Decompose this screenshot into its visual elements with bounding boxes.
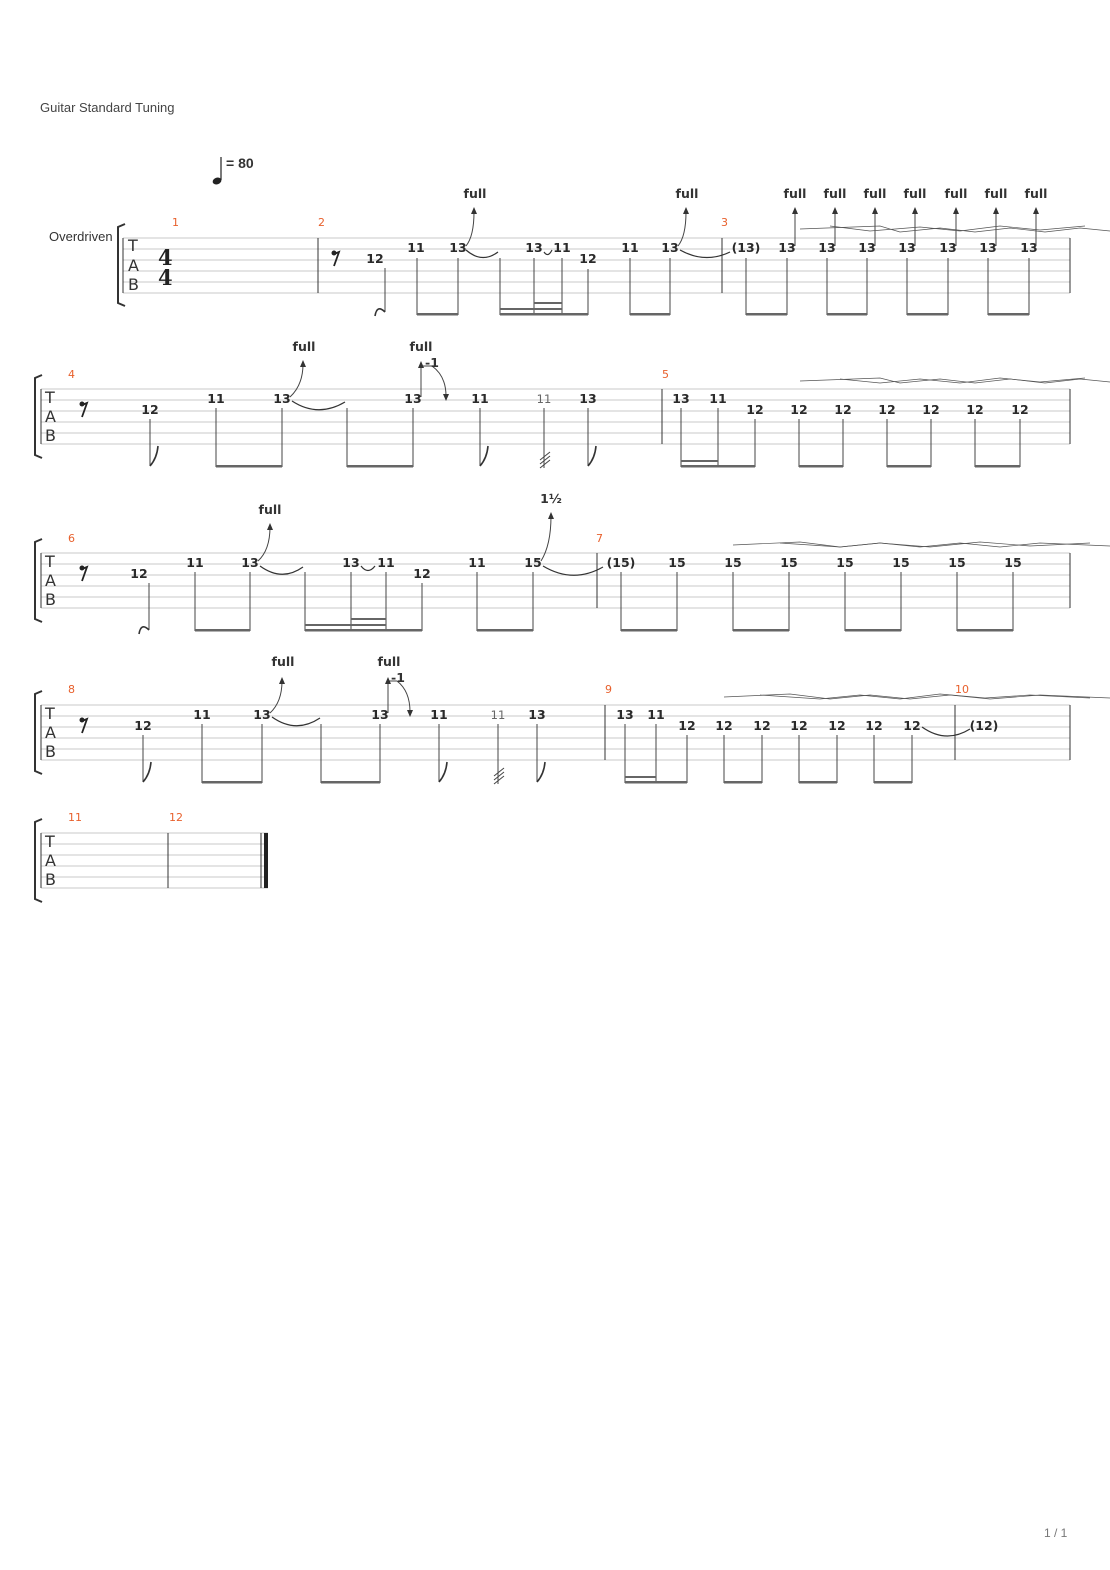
fret-number: 11 [471, 391, 489, 406]
fret-number: 13 [858, 240, 876, 255]
fret-number: 13 [979, 240, 997, 255]
fret-number: 15 [780, 555, 798, 570]
vibrato-wavy-line [724, 694, 1110, 699]
eighth-rest-icon [80, 402, 88, 418]
fret-number: 12 [413, 566, 431, 581]
tab-letter-a: A [45, 851, 56, 870]
fret-number: 15 [948, 555, 966, 570]
tab-letter-a: A [128, 256, 139, 275]
fret-number: 13 [778, 240, 796, 255]
fret-number: 13 [1020, 240, 1038, 255]
fret-number: 11 [621, 240, 639, 255]
fret-number: 11 [430, 707, 448, 722]
fret-number: 12 [579, 251, 597, 266]
bend-arrows [290, 364, 446, 397]
bend-label: full [675, 186, 699, 201]
fret-number: 11 [490, 708, 506, 722]
note-stems [149, 572, 1013, 631]
bend-arrowheads [267, 512, 554, 530]
tab-letter-a: A [45, 723, 56, 742]
bend-label: full [292, 339, 316, 354]
tie-slurs [292, 401, 345, 410]
bend-release-label: -1 [391, 670, 405, 685]
fret-number: 12 [922, 402, 940, 417]
bend-arrows [258, 516, 551, 561]
fret-number: 11 [647, 707, 665, 722]
tab-letter-t: T [128, 236, 138, 255]
fret-number: 11 [207, 391, 225, 406]
instrument-label: Overdriven [49, 229, 113, 244]
bar-number: 5 [662, 368, 669, 381]
eighth-rest-icon [332, 251, 340, 267]
fret-number: 12 [753, 718, 771, 733]
note-flags [150, 446, 596, 466]
bend-label: full [984, 186, 1008, 201]
bend-label: full [1024, 186, 1048, 201]
bend-label: full [863, 186, 887, 201]
fret-number: (13) [731, 240, 761, 255]
staff-system-4 [35, 654, 1110, 784]
fret-number: 15 [1004, 555, 1022, 570]
bend-release-label: -1 [425, 355, 439, 370]
fret-number: 12 [715, 718, 733, 733]
final-barline [264, 833, 268, 888]
fret-number: 13 [241, 555, 259, 570]
vibrato-wavy-line [800, 378, 1110, 383]
bar-number: 10 [955, 683, 969, 696]
fret-number: 13 [616, 707, 634, 722]
note-beams [216, 460, 1020, 468]
fret-number: 12 [903, 718, 921, 733]
bar-number: 3 [721, 216, 728, 229]
tab-letter-t: T [45, 704, 55, 723]
eighth-rest-icon [80, 566, 88, 582]
bar-number: 1 [172, 216, 179, 229]
bend-arrows [270, 681, 410, 713]
fret-number: 13 [449, 240, 467, 255]
bend-label: full [944, 186, 968, 201]
vibrato-wavy-line [733, 542, 1110, 547]
note-beams [195, 618, 1013, 632]
bar-number: 12 [169, 811, 183, 824]
tremolo-marks [494, 768, 504, 784]
fret-number: 12 [141, 402, 159, 417]
tab-letter-t: T [45, 388, 55, 407]
tab-letter-t: T [45, 832, 55, 851]
tab-letter-a: A [45, 571, 56, 590]
bend-label: full [783, 186, 807, 201]
fret-number: 13 [528, 707, 546, 722]
tab-letter-b: B [45, 742, 56, 761]
fret-number: 13 [661, 240, 679, 255]
quarter-note-icon [212, 157, 223, 186]
bend-label: 1½ [540, 491, 562, 506]
bend-label: full [258, 502, 282, 517]
fret-number: 11 [536, 392, 552, 406]
note-beams [417, 302, 1029, 316]
tempo-value: = 80 [226, 155, 254, 171]
fret-number: 13 [404, 391, 422, 406]
bend-label: full [271, 654, 295, 669]
time-signature-top: 4 [158, 245, 173, 270]
bend-label: full [823, 186, 847, 201]
bend-label: full [377, 654, 401, 669]
bar-number: 11 [68, 811, 82, 824]
fret-number: 11 [407, 240, 425, 255]
note-stems [385, 258, 1029, 315]
bend-label: full [463, 186, 487, 201]
note-stems [150, 408, 1020, 468]
fret-number: 13 [371, 707, 389, 722]
fret-number: 13 [579, 391, 597, 406]
bar-number: 8 [68, 683, 75, 696]
fret-number: 12 [678, 718, 696, 733]
fret-number: 13 [342, 555, 360, 570]
bend-label: full [409, 339, 433, 354]
fret-number: 11 [186, 555, 204, 570]
bar-number: 7 [596, 532, 603, 545]
fret-number: 12 [746, 402, 764, 417]
fret-number: 12 [966, 402, 984, 417]
fret-number: 13 [253, 707, 271, 722]
fret-number: 12 [1011, 402, 1029, 417]
bend-label: full [903, 186, 927, 201]
tab-letter-t: T [45, 552, 55, 571]
tab-letter-a: A [45, 407, 56, 426]
fret-number: 12 [834, 402, 852, 417]
note-beams [202, 776, 912, 784]
fret-number: (15) [606, 555, 636, 570]
bar-number: 2 [318, 216, 325, 229]
fret-number: 11 [468, 555, 486, 570]
fret-number: 15 [724, 555, 742, 570]
fret-number: 13 [525, 240, 543, 255]
time-signature-bottom: 4 [158, 265, 173, 290]
tuning-label: Guitar Standard Tuning [40, 100, 175, 115]
fret-number: 15 [892, 555, 910, 570]
tie-slurs [260, 566, 603, 575]
staff-system-5 [35, 811, 268, 902]
fret-number: 11 [377, 555, 395, 570]
note-flags [143, 762, 545, 782]
tie-slurs [466, 250, 730, 258]
tremolo-marks [540, 452, 550, 468]
fret-number: 12 [865, 718, 883, 733]
fret-number: 15 [524, 555, 542, 570]
bend-arrowheads [471, 207, 1039, 214]
fret-number: 12 [828, 718, 846, 733]
fret-number: 15 [668, 555, 686, 570]
fret-number: 13 [672, 391, 690, 406]
bar-number: 4 [68, 368, 75, 381]
page-number: 1 / 1 [1044, 1526, 1068, 1540]
staff-system-1 [118, 186, 1110, 316]
fret-number: 13 [818, 240, 836, 255]
fret-number: 12 [130, 566, 148, 581]
fret-number: 11 [553, 240, 571, 255]
fret-number: 12 [134, 718, 152, 733]
staff-system-3 [35, 491, 1110, 634]
fret-number: 12 [790, 718, 808, 733]
fret-number: 13 [939, 240, 957, 255]
tab-letter-b: B [45, 870, 56, 889]
tab-letter-b: B [45, 590, 56, 609]
fret-number: 12 [790, 402, 808, 417]
tab-letter-b: B [45, 426, 56, 445]
note-stems [143, 724, 912, 784]
fret-number: (12) [969, 718, 999, 733]
fret-number: 13 [898, 240, 916, 255]
eighth-rest-icon [80, 718, 88, 734]
vibrato-wavy-line [800, 226, 1110, 232]
fret-number: 13 [273, 391, 291, 406]
fret-number: 12 [878, 402, 896, 417]
bar-number: 9 [605, 683, 612, 696]
fret-number: 12 [366, 251, 384, 266]
staff-system-2 [35, 339, 1110, 468]
fret-number: 15 [836, 555, 854, 570]
fret-number: 11 [709, 391, 727, 406]
tab-letter-b: B [128, 275, 139, 294]
fret-number: 11 [193, 707, 211, 722]
bar-number: 6 [68, 532, 75, 545]
